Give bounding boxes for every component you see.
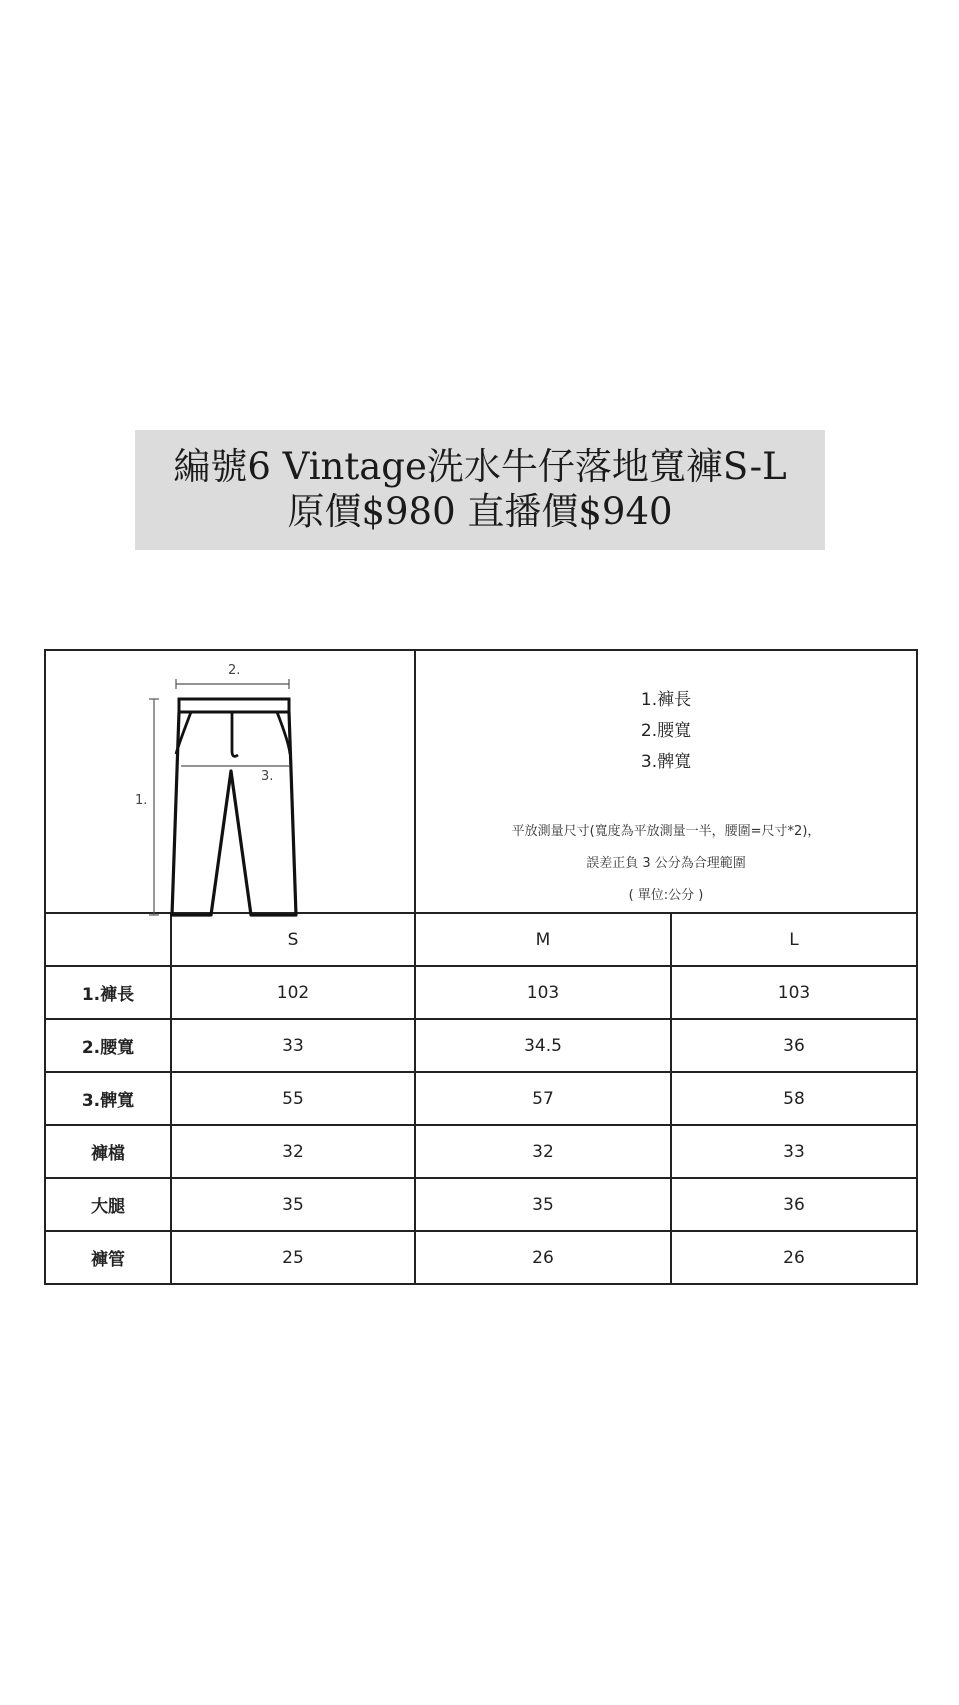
row-label: 3.髀寬 [45,1072,171,1125]
pants-diagram-cell [45,650,415,913]
row-label: 褲檔 [45,1125,171,1178]
header-cell: S [171,913,415,966]
table-row [45,1178,917,1231]
table-cell: 25 [171,1231,415,1284]
table-cell: 33 [171,1019,415,1072]
row-label: 褲管 [45,1231,171,1284]
table-cell: 35 [171,1178,415,1231]
note-line: 平放測量尺寸(寬度為平放測量一半，腰圍=尺寸*2)， [511,824,821,839]
header-cell: L [671,913,917,966]
legend-item: 3.髀寬 [640,752,692,772]
product-title: 編號6 Vintage洗水牛仔落地寬褲S-L [173,445,787,488]
dimension-label-2: 2. [228,663,241,678]
note-line: ( 單位:公分 ) [628,888,704,903]
table-cell: 32 [171,1125,415,1178]
table-cell: 26 [671,1231,917,1284]
dimension-label-3: 3. [261,769,274,784]
table-cell: 33 [671,1125,917,1178]
product-title-banner [135,430,825,550]
table-row [45,1125,917,1178]
price-line: 原價$980 直播價$940 [287,490,673,533]
table-row [45,1231,917,1284]
diagram-row [45,650,917,913]
table-cell: 36 [671,1019,917,1072]
table-cell: 35 [415,1178,671,1231]
legend-item: 1.褲長 [640,690,692,710]
table-cell: 34.5 [415,1019,671,1072]
table-row [45,1019,917,1072]
measurement-legend [416,685,916,778]
size-chart-table [44,649,918,1285]
measurement-note [416,816,916,912]
legend-item: 2.腰寬 [640,721,692,741]
note-line: 誤差正負 3 公分為合理範圍 [586,856,746,871]
table-cell: 102 [171,966,415,1019]
table-cell: 26 [415,1231,671,1284]
table-cell: 103 [415,966,671,1019]
row-label: 大腿 [45,1178,171,1231]
table-cell: 36 [671,1178,917,1231]
row-label: 2.腰寬 [45,1019,171,1072]
pants-diagram-icon [46,651,416,938]
table-row [45,1072,917,1125]
row-label: 1.褲長 [45,966,171,1019]
dimension-label-1: 1. [135,793,148,808]
table-cell: 58 [671,1072,917,1125]
table-cell: 103 [671,966,917,1019]
legend-cell [415,650,917,913]
table-row [45,966,917,1019]
table-cell: 32 [415,1125,671,1178]
table-cell: 55 [171,1072,415,1125]
header-cell: M [415,913,671,966]
table-cell: 57 [415,1072,671,1125]
